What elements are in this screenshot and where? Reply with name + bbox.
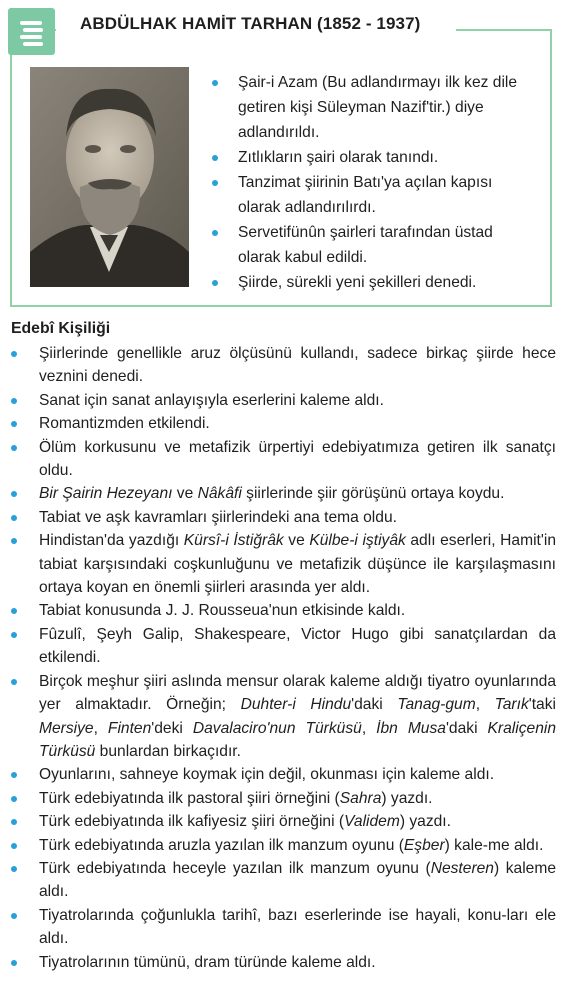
trait-item (11, 599, 556, 622)
trait-item (11, 389, 556, 412)
trait-item (11, 436, 556, 483)
trait-text: Sanat için sanat anlayışıyla eserlerini kaleme aldı. (39, 391, 384, 409)
trait-text: Türk edebiyatında aruzla yazılan ilk manzum oyunu ( (39, 836, 404, 854)
book-stack-icon (8, 8, 55, 55)
work-title: Tanag-gum (397, 696, 476, 714)
trait-text: Türk edebiyatında ilk kafiyesiz şiiri örneğini ( (39, 813, 345, 831)
trait-item (11, 810, 556, 833)
trait-text: adlı eserleri, Hamit'in tabiat karşısındaki coşkunluğunu ve metafizik düşünce ile karşılaşmasını ortaya koyan en önemli şiirleri arasında yer aldı. (39, 532, 556, 597)
trait-text: Romantizmden etkilendi. (39, 415, 210, 433)
bio-item: Servetifünûn şairleri tarafından üstad olarak kabul edildi. (208, 220, 538, 270)
trait-text: ve (283, 532, 310, 550)
trait-item (11, 951, 556, 974)
trait-text: bunlardan birkaçıdır. (95, 742, 241, 760)
work-title: Bir Şairin Hezeyanı (39, 485, 173, 503)
trait-text: Tabiat ve aşk kavramları şiirlerindeki ana tema oldu. (39, 508, 397, 526)
bio-item: Şair-i Azam (Bu adlandırmayı ilk kez dile getiren kişi Süleyman Nazif'tir.) diye adlandırıldı. (208, 70, 538, 145)
page-title: ABDÜLHAK HAMİT TARHAN (1852 - 1937) (80, 14, 421, 33)
traits-list (11, 342, 556, 974)
work-title: Külbe-i iştiyâk (309, 532, 406, 550)
trait-text: , (475, 696, 495, 714)
trait-text: , (93, 719, 108, 737)
trait-text: 'taki (528, 696, 556, 714)
bio-list (208, 70, 538, 295)
work-title: Duhter-i Hindu (240, 696, 352, 714)
trait-text: Tiyatrolarının tümünü, dram türünde kaleme aldı. (39, 953, 376, 971)
bio-item: Şiirde, sürekli yeni şekilleri denedi. (208, 270, 538, 295)
trait-item (11, 763, 556, 786)
trait-item (11, 904, 556, 951)
trait-item (11, 529, 556, 599)
trait-item (11, 412, 556, 435)
trait-text: ve (172, 485, 198, 503)
trait-item (11, 623, 556, 670)
trait-text: Türk edebiyatında heceyle yazılan ilk manzum oyunu ( (39, 859, 431, 877)
trait-text: Hindistan'da yazdığı (39, 532, 184, 550)
work-title: Mersiye (39, 719, 94, 737)
trait-item (11, 787, 556, 810)
work-title: İbn Musa (376, 719, 446, 737)
portrait-image (30, 67, 189, 287)
trait-item (11, 482, 556, 505)
trait-text: Türk edebiyatında ilk pastoral şiiri örneğini ( (39, 789, 340, 807)
trait-item (11, 506, 556, 529)
trait-text: Fûzulî, Şeyh Galip, Shakespeare, Victor Hugo gibi sanatçılardan da etkilendi. (39, 625, 556, 667)
work-title: Validem (344, 813, 400, 831)
bio-item: Zıtlıkların şairi olarak tanındı. (208, 145, 538, 170)
work-title: Kraliçenin Türküsü (39, 719, 557, 760)
trait-text: 'deki (151, 719, 193, 737)
section-heading: Edebî Kişiliği (11, 320, 111, 337)
work-title: Davalaciro'nun Türküsü (192, 719, 362, 737)
trait-text: Tabiat konusunda J. J. Rousseua'nun etkisinde kaldı. (39, 602, 406, 620)
work-title: Sahra (339, 789, 382, 807)
work-title: Kürsî-i İstiğrâk (183, 532, 284, 550)
trait-text: Oyunlarını, sahneye koymak için değil, okunması için kaleme aldı. (39, 766, 495, 784)
work-title: Nesteren (430, 859, 494, 877)
bio-item: Tanzimat şiirinin Batı'ya açılan kapısı olarak adlandırılırdı. (208, 170, 538, 220)
trait-text: ) kaleme aldı. (39, 859, 556, 901)
trait-text: Şiirlerinde genellikle aruz ölçüsünü kullandı, sadece birkaç şiirde hece veznini denedi. (39, 345, 556, 386)
work-title: Eşber (403, 836, 445, 854)
trait-item (11, 342, 556, 389)
trait-text: ) yazdı. (399, 813, 451, 831)
trait-text: şiirlerinde şiir görüşünü ortaya koydu. (241, 485, 505, 503)
work-title: Tarık (494, 696, 529, 714)
portrait-photo (30, 67, 189, 287)
trait-text: , (361, 719, 377, 737)
trait-text: Ölüm korkusunu ve metafizik ürpertiyi edebiyatımıza getiren ilk sanatçı oldu. (39, 438, 556, 480)
trait-text: ) yazdı. (381, 789, 433, 807)
trait-item (11, 834, 556, 857)
trait-text: Tiyatrolarında çoğunlukla tarihî, bazı eserlerinde ise hayali, konu-ları ele aldı. (39, 906, 556, 948)
trait-text: ) kale-me aldı. (444, 836, 544, 854)
work-title: Nâkâfi (197, 485, 242, 503)
trait-item (11, 670, 556, 764)
trait-text: Birçok meşhur şiiri aslında mensur olarak kaleme aldığı tiyatro oyunlarında yer almaktadır. Örneğin; (39, 672, 556, 714)
trait-text: 'daki (351, 696, 398, 714)
trait-item (11, 857, 556, 904)
work-title: Finten (107, 719, 152, 737)
trait-text: 'daki (445, 719, 488, 737)
